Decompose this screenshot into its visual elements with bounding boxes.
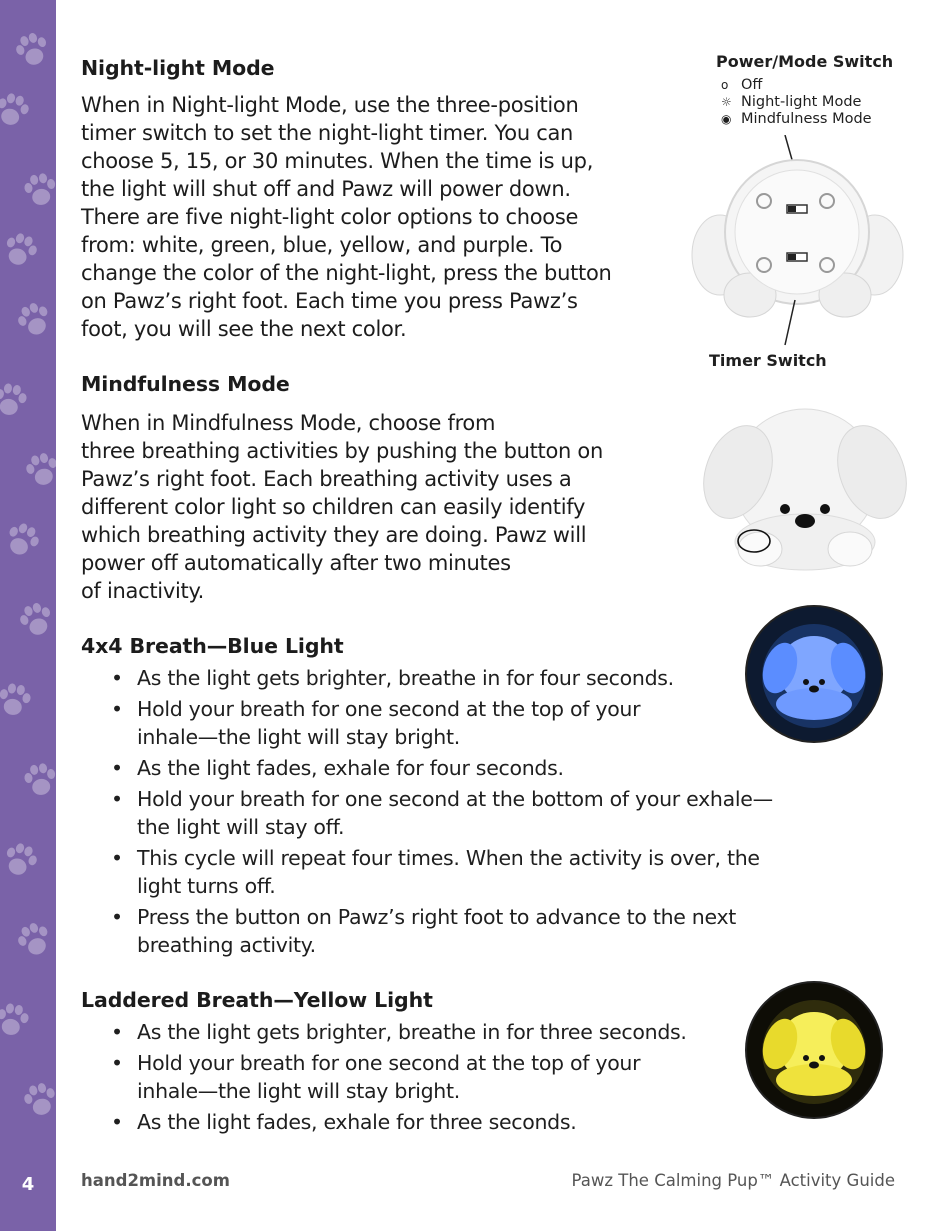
paw-print-icon [10,594,56,645]
paragraph-line: different color light so children can easily identify [81,495,586,519]
paragraph-line: the light will shut off and Pawz will power down. [81,177,571,201]
bullet-text: Press the button on Pawz’s right foot to advance to the next [137,905,737,929]
paragraph-line: three breathing activities by pushing the button on [81,439,603,463]
heading-laddered-breath: Laddered Breath—Yellow Light [81,988,433,1012]
bullet-text: the light will stay off. [137,815,345,839]
four-by-four-bullet-list [109,664,773,962]
laddered-bullet-list [109,1018,687,1139]
footer-website: hand2mind.com [81,1171,230,1190]
bullet-text: Hold your breath for one second at the bottom of your exhale— [137,787,773,811]
paw-print-icon [0,677,37,723]
legend-row [721,111,872,128]
pawz-yellow-light-image [744,980,884,1120]
bullet-icon: • [111,787,123,811]
paw-print-icon [0,997,35,1043]
paragraph-line: choose 5, 15, or 30 minutes. When the time is up, [81,149,594,173]
bullet-text: light turns off. [137,874,276,898]
bullet-item [109,695,773,751]
pawz-front-image [700,394,910,576]
bullet-icon: • [111,905,123,929]
legend-label: Off [741,77,763,93]
bullet-item [109,664,773,692]
paragraph-line: When in Night-light Mode, use the three-position [81,93,579,117]
paw-print-icon [18,446,56,495]
power-mode-switch-label: Power/Mode Switch [716,52,894,71]
bullet-text: breathing activity. [137,933,316,957]
paw-print-icon [7,913,56,966]
paragraph-line: When in Mindfulness Mode, choose from [81,411,496,435]
paw-print-icon [0,513,49,566]
footer-guide-title: Pawz The Calming Pup™ Activity Guide [571,1171,895,1190]
bullet-text: Hold your breath for one second at the top of your [137,697,641,721]
bullet-text: As the light gets brighter, breathe in for four seconds. [137,666,674,690]
bullet-text: inhale—the light will stay bright. [137,725,460,749]
paragraph-line: timer switch to set the night-light timer. You can [81,121,574,145]
paragraph-line: foot, you will see the next color. [81,317,407,341]
bullet-item [109,785,773,841]
bullet-icon: • [111,756,123,780]
paragraph-line: from: white, green, blue, yellow, and purple. To [81,233,563,257]
bullet-icon: • [111,666,123,690]
heading-mindfulness-mode: Mindfulness Mode [81,372,290,396]
paw-print-icon [0,86,36,135]
page-number: 4 [21,1174,35,1195]
paragraph-line: power off automatically after two minutes [81,551,511,575]
heading-night-light-mode: Night-light Mode [81,56,275,80]
paw-print-icon [0,377,33,423]
paw-print-icon [17,757,56,803]
paw-print-icon [6,24,56,75]
bullet-text: As the light fades, exhale for four seconds. [137,756,564,780]
bullet-icon: • [111,1020,123,1044]
target-icon: ◉ [721,112,732,126]
mindfulness-paragraph [81,409,603,605]
bullet-text: inhale—the light will stay bright. [137,1079,460,1103]
bullet-icon: • [111,697,123,721]
paragraph-line: Pawz’s right foot. Each breathing activity uses a [81,467,572,491]
paw-print-icon [16,1076,56,1125]
bullet-item [109,754,773,782]
bullet-text: As the light gets brighter, breathe in for three seconds. [137,1020,687,1044]
bullet-text: As the light fades, exhale for three seconds. [137,1110,577,1134]
paw-print-icon [17,167,56,213]
bullet-item [109,1018,687,1046]
paw-print-icon [0,834,46,885]
bullet-icon: • [111,1051,123,1075]
bullet-text: This cycle will repeat four times. When the activity is over, the [137,846,760,870]
legend-label: Night-light Mode [741,94,862,110]
bullet-item [109,1108,687,1136]
sidebar [0,0,56,1231]
paragraph-line: of inactivity. [81,579,204,603]
sun-icon: ☼ [721,95,732,109]
night-light-paragraph [81,91,612,343]
bullet-item [109,844,773,900]
legend-row [721,77,872,94]
pawz-underside-image [690,135,905,350]
paragraph-line: on Pawz’s right foot. Each time you press Pawz’s [81,289,578,313]
bullet-icon: • [111,846,123,870]
heading-4x4-breath: 4x4 Breath—Blue Light [81,634,344,658]
circle-outline-icon: o [721,78,729,92]
legend-label: Mindfulness Mode [741,111,872,127]
pawz-blue-light-image [744,604,884,744]
paw-print-icon [0,224,46,275]
paragraph-line: There are five night-light color options to choose [81,205,579,229]
paragraph-line: which breathing activity they are doing. Pawz will [81,523,587,547]
bullet-item [109,1049,687,1105]
bullet-item [109,903,773,959]
paw-print-icon [7,293,56,346]
switch-legend [721,77,872,128]
timer-switch-label: Timer Switch [709,351,827,370]
bullet-icon: • [111,1110,123,1134]
bullet-text: Hold your breath for one second at the top of your [137,1051,641,1075]
paragraph-line: change the color of the night-light, press the button [81,261,612,285]
legend-row [721,94,872,111]
